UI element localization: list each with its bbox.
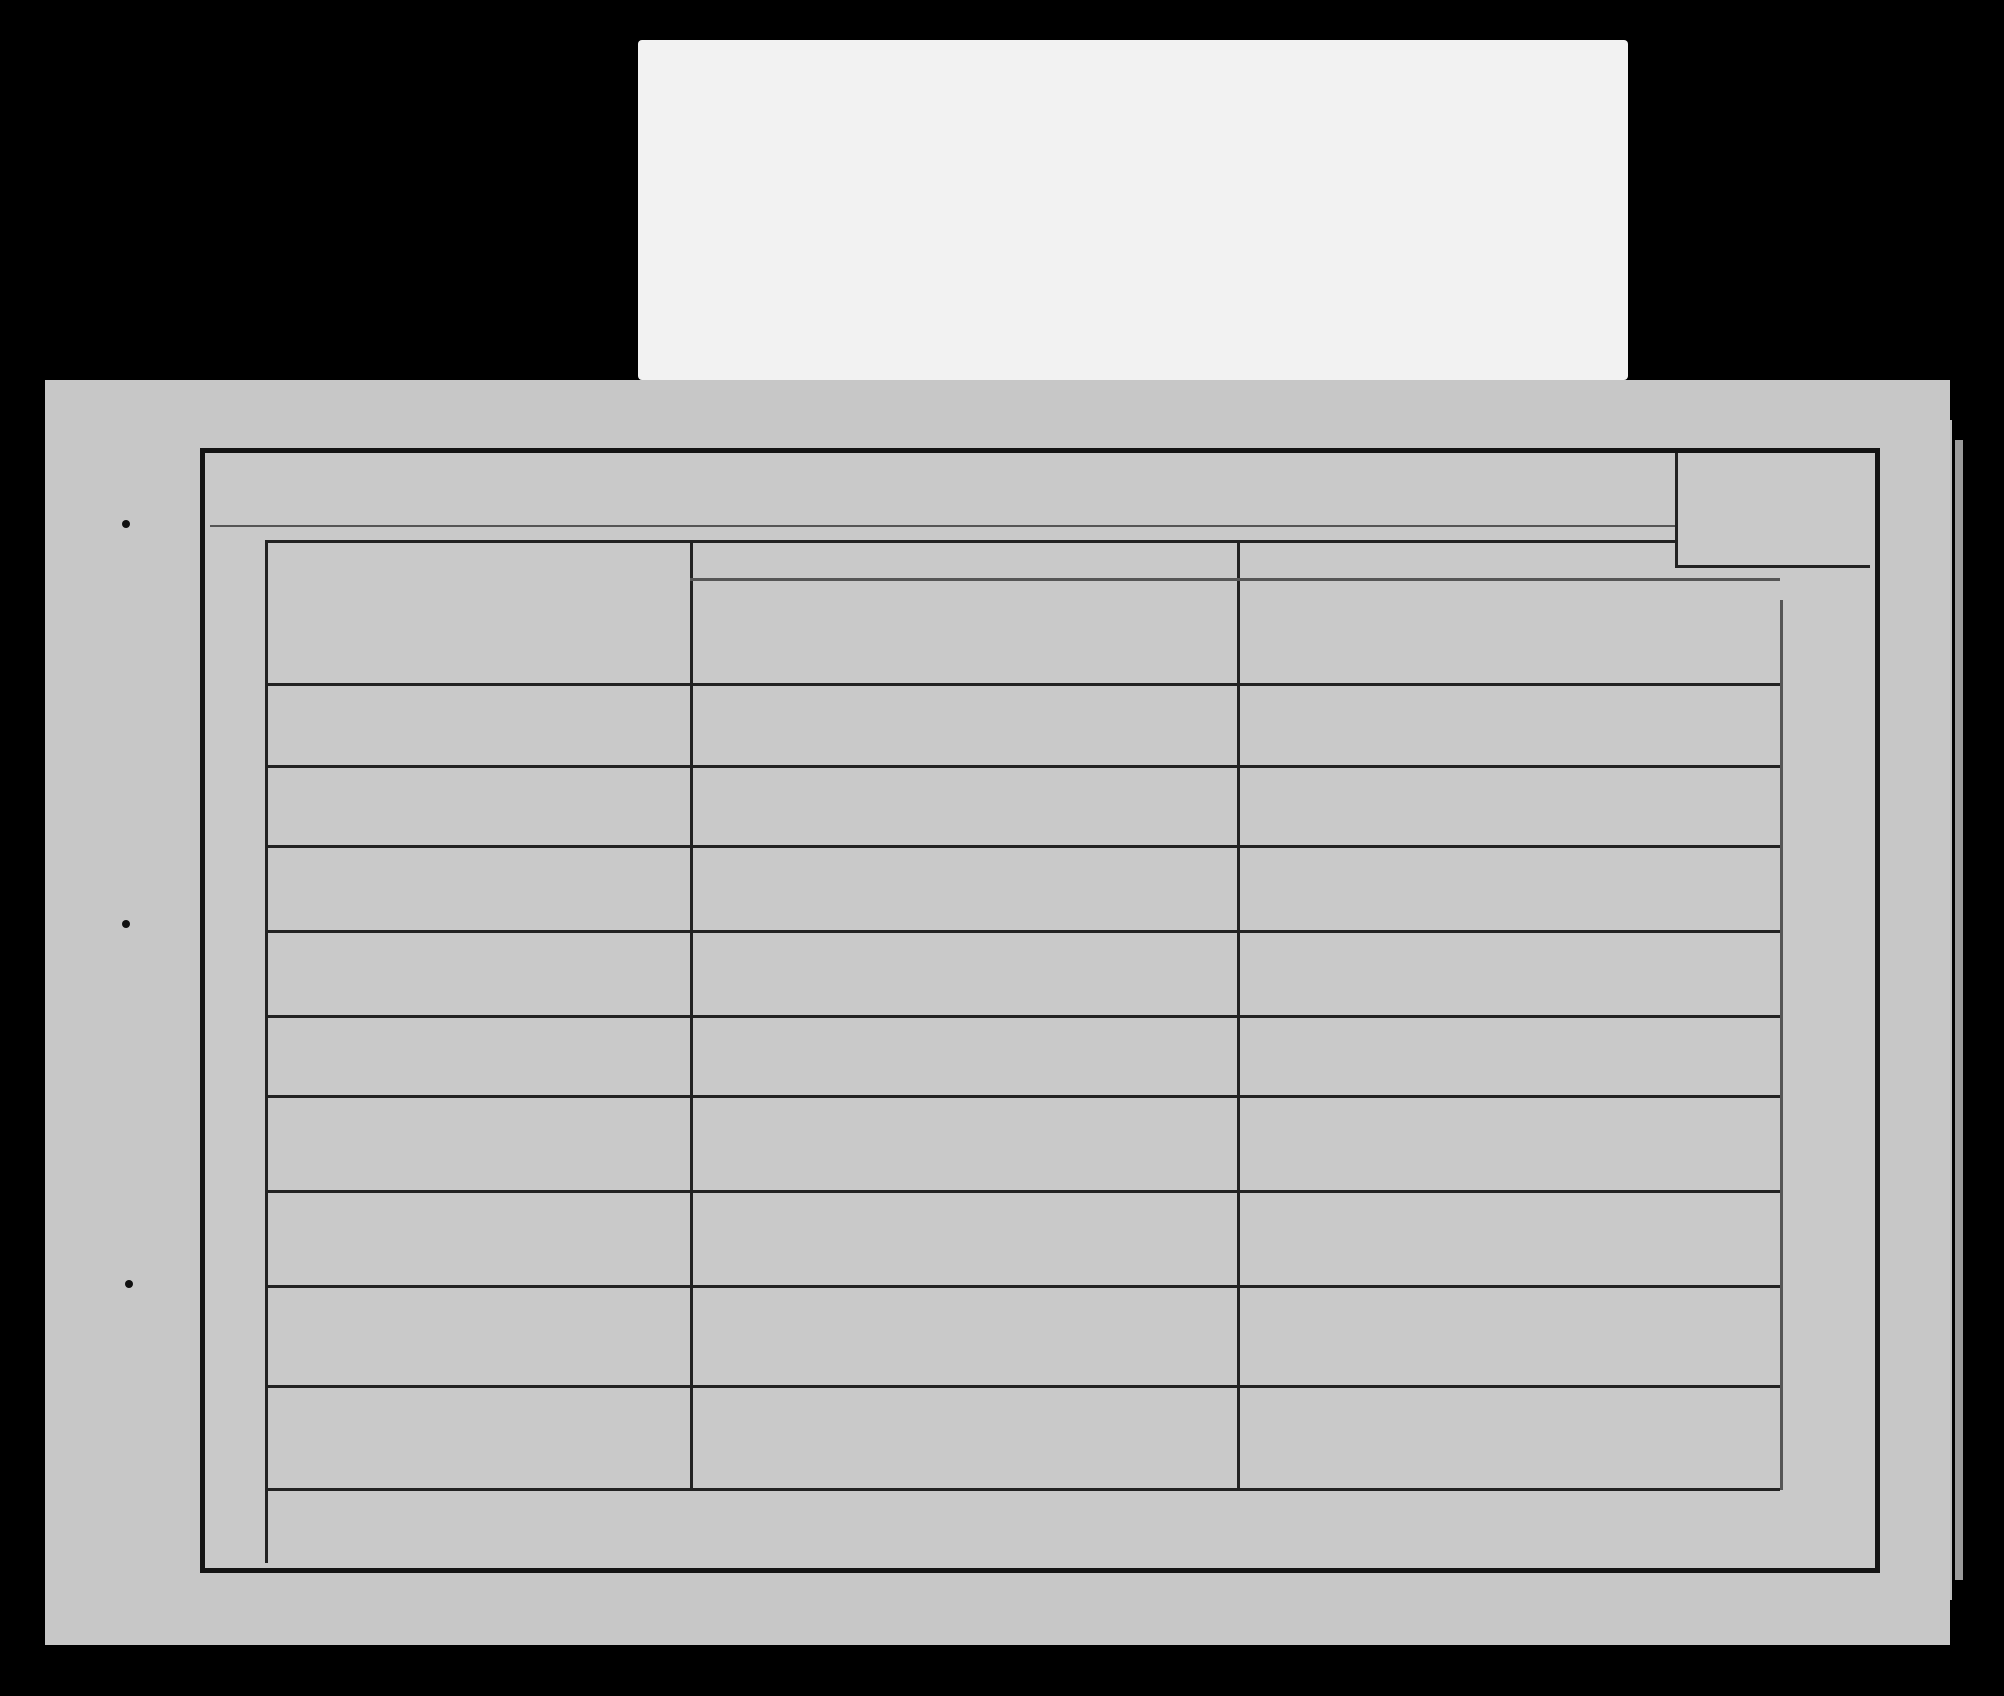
page-edge — [1955, 440, 1963, 1580]
row-divider — [265, 765, 1780, 768]
row-divider — [265, 845, 1780, 848]
row-divider — [265, 1488, 1780, 1491]
table-top — [265, 540, 1675, 543]
column-header-line — [690, 578, 1780, 581]
row-divider — [265, 930, 1780, 933]
right-margin-line — [1780, 600, 1783, 1490]
marriage-record-form — [200, 448, 1880, 1573]
row-divider — [265, 1095, 1780, 1098]
side-column-divider — [265, 540, 268, 1563]
header-dotted-line — [210, 525, 1675, 527]
soiled-document-label — [638, 40, 1628, 380]
row-divider — [265, 683, 1780, 686]
number-box-divider — [1675, 453, 1678, 568]
punch-hole — [125, 1280, 133, 1288]
row-divider — [265, 1385, 1780, 1388]
row-divider — [265, 1190, 1780, 1193]
row-divider — [265, 1015, 1780, 1018]
punch-hole — [122, 920, 130, 928]
number-box-bottom — [1675, 565, 1870, 568]
punch-hole — [122, 520, 130, 528]
spacer — [1048, 1488, 1051, 1563]
row-divider — [265, 1285, 1780, 1288]
